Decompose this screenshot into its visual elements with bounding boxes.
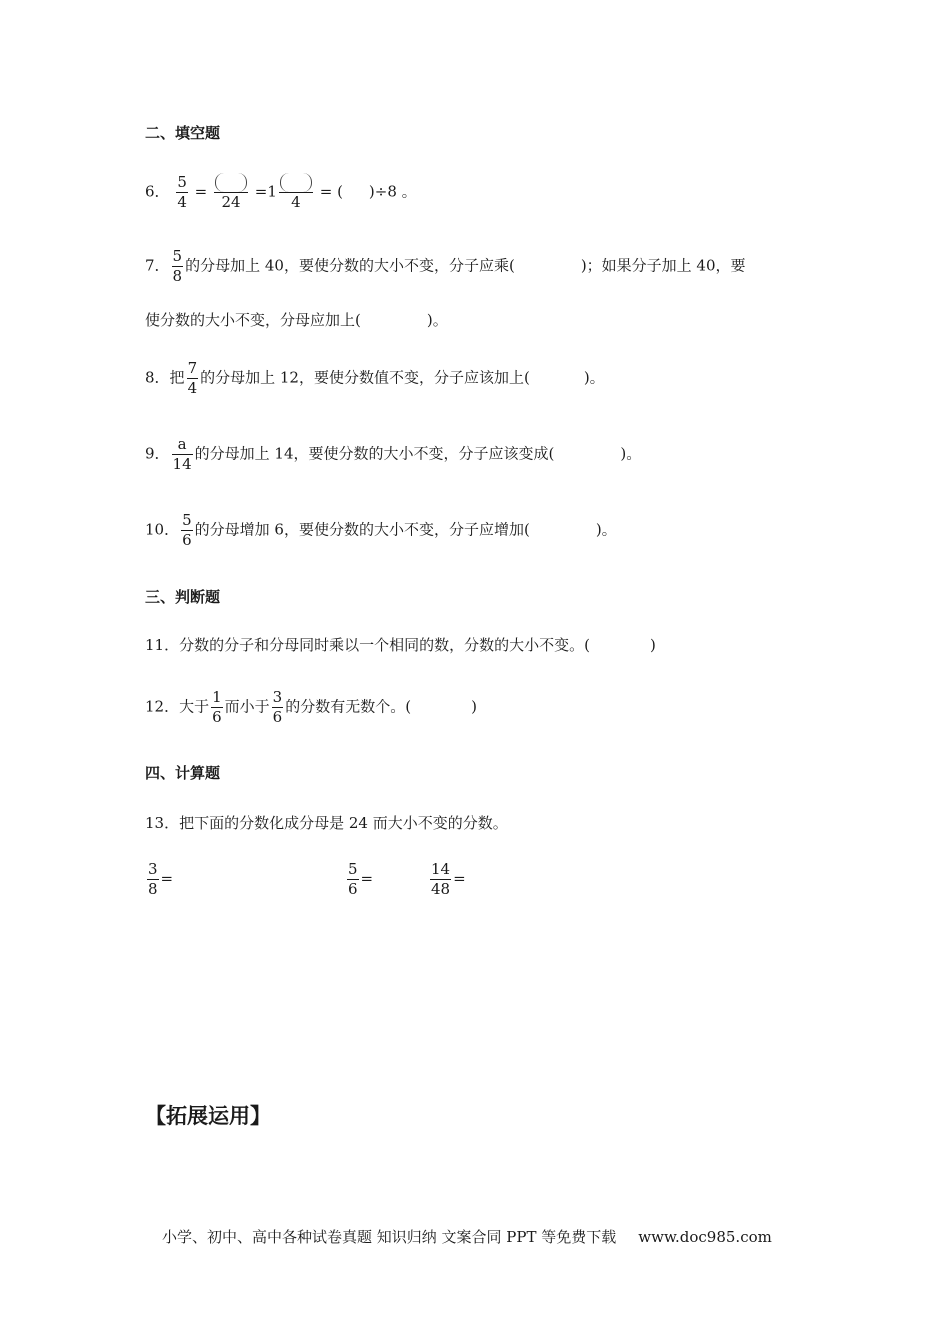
fraction: [176, 173, 188, 212]
question-text: 的分数有无数个。(: [285, 697, 412, 716]
numerator: 3: [272, 688, 283, 706]
numerator: 5: [348, 860, 358, 878]
equals-sign: =: [254, 182, 268, 201]
question-text: 的分母加上 14，要使分数的大小不变，分子应该变成(: [194, 444, 555, 463]
question-text: )。: [595, 520, 617, 539]
footer-link[interactable]: www.doc985.com: [638, 1228, 772, 1246]
conversion-item: [145, 860, 173, 899]
numerator: 5: [172, 247, 183, 265]
numerator: 3: [148, 860, 158, 878]
numerator: a: [177, 435, 187, 453]
equals-sign: =: [319, 182, 333, 201]
denominator: 4: [187, 379, 198, 397]
question-text: 的分母加上 40，要使分数的大小不变，分子应乘(: [185, 256, 515, 275]
question-7: [145, 247, 746, 286]
question-text: 的分母增加 6，要使分数的大小不变，分子应增加(: [194, 520, 530, 539]
paren-open: (: [337, 182, 343, 201]
extension-section-title: 【拓展运用】: [145, 1104, 271, 1128]
fraction: [187, 359, 199, 398]
fraction: [211, 688, 223, 727]
fraction: [347, 860, 359, 899]
numerator: 5: [177, 173, 187, 191]
question-12: [145, 688, 477, 727]
section-heading-fill-in: 二、填空题: [145, 124, 221, 142]
question-text: )；如果分子加上 40，要: [580, 256, 746, 275]
question-text: )。: [583, 368, 605, 387]
footer-text: 小学、初中、高中各种试卷真题 知识归纳 文案合同 PPT 等免费下载: [162, 1228, 617, 1246]
equals-sign: =: [194, 182, 208, 201]
question-13: [145, 813, 508, 833]
question-8: [145, 359, 605, 398]
whole-number: 1: [267, 182, 277, 201]
question-number: 9．: [145, 444, 170, 463]
page-footer: [162, 1226, 772, 1247]
numerator: 7: [187, 359, 198, 377]
fraction: [272, 688, 284, 727]
denominator: 14: [172, 455, 192, 473]
fraction: [430, 860, 451, 899]
period: 。: [401, 182, 417, 201]
fraction: [147, 860, 159, 899]
question-text: 把: [169, 368, 185, 387]
denominator: 6: [182, 531, 192, 549]
question-text: ): [471, 697, 477, 716]
conversion-item: [345, 860, 373, 899]
question-number: 8．: [145, 368, 170, 387]
numerator: 1: [212, 688, 222, 706]
question-number: 7．: [145, 256, 170, 275]
fraction-blank: [279, 173, 313, 212]
denominator: 8: [172, 267, 183, 285]
equals-sign: =: [160, 869, 174, 888]
question-text: 分数的分子和分母同时乘以一个相同的数，分数的大小不变。(: [179, 636, 590, 654]
fraction: [172, 435, 193, 474]
denominator: 4: [177, 193, 187, 211]
question-11: [145, 635, 656, 655]
section-heading-calc: 四、计算题: [145, 764, 221, 782]
question-number: 12．: [145, 697, 180, 716]
fraction-blank: [214, 173, 248, 212]
question-number: 11．: [145, 636, 180, 654]
answer-blank[interactable]: [280, 173, 312, 192]
question-number: 10．: [145, 520, 180, 539]
question-text: 大于: [179, 697, 210, 716]
question-text: )。: [426, 311, 448, 329]
question-9: [145, 435, 641, 474]
question-text: 的分母加上 12，要使分数值不变，分子应该加上(: [200, 368, 530, 387]
fraction: [181, 511, 193, 550]
question-text: 把下面的分数化成分母是 24 而大小不变的分数。: [179, 814, 508, 832]
denominator: 6: [212, 708, 222, 726]
question-text: 使分数的大小不变，分母应加上(: [145, 311, 361, 329]
denominator: 24: [214, 192, 248, 212]
denominator: 48: [431, 880, 451, 898]
division-tail: )÷8: [368, 182, 397, 201]
answer-blank[interactable]: [215, 173, 247, 192]
question-text: )。: [620, 444, 642, 463]
fraction: [172, 247, 184, 286]
denominator: 6: [348, 880, 358, 898]
question-7-continued: [145, 310, 448, 330]
question-number: 6．: [145, 182, 170, 201]
question-10: [145, 511, 617, 550]
equals-sign: =: [360, 869, 374, 888]
conversion-item: [428, 860, 466, 899]
question-number: 13．: [145, 814, 180, 832]
denominator: 4: [279, 192, 313, 212]
question-text: 而小于: [224, 697, 270, 716]
numerator: 14: [431, 860, 451, 878]
denominator: 6: [272, 708, 283, 726]
denominator: 8: [148, 880, 158, 898]
numerator: 5: [182, 511, 192, 529]
equals-sign: =: [453, 869, 466, 888]
question-6: [145, 173, 417, 212]
question-text: ): [649, 636, 656, 654]
section-heading-judge: 三、判断题: [145, 588, 221, 606]
